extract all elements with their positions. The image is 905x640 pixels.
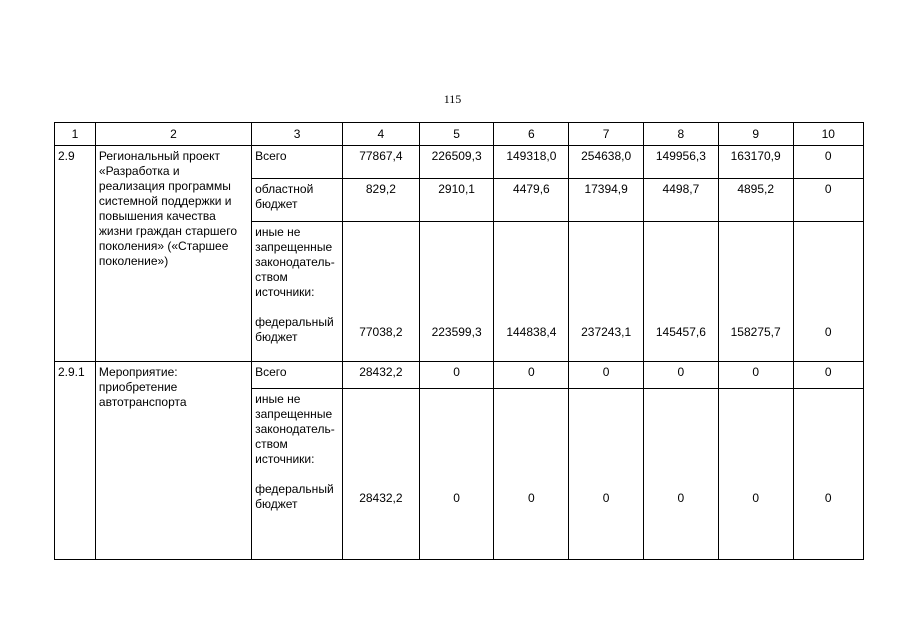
value-cell: 77038,2 — [343, 222, 420, 362]
value-cell: 149956,3 — [644, 146, 719, 179]
value-cell: 254638,0 — [569, 146, 644, 179]
value-cell: 0 — [569, 389, 644, 560]
value-cell: 0 — [569, 362, 644, 389]
value-cell: 0 — [644, 389, 719, 560]
value-cell: 2910,1 — [419, 179, 494, 222]
column-header: 4 — [343, 123, 420, 146]
row-code: 2.9.1 — [55, 362, 96, 560]
column-header: 5 — [419, 123, 494, 146]
value-cell: 149318,0 — [494, 146, 569, 179]
funding-source — [252, 222, 343, 362]
column-header: 3 — [252, 123, 343, 146]
value-cell: 17394,9 — [569, 179, 644, 222]
value-cell: 145457,6 — [644, 222, 719, 362]
value-cell: 144838,4 — [494, 222, 569, 362]
value-cell: 0 — [419, 389, 494, 560]
funding-source: Всего — [252, 362, 343, 389]
column-header: 8 — [644, 123, 719, 146]
value-cell: 226509,3 — [419, 146, 494, 179]
funding-source — [252, 389, 343, 560]
value-cell: 0 — [793, 179, 863, 222]
value-cell: 0 — [494, 389, 569, 560]
value-cell: 158275,7 — [718, 222, 793, 362]
value-cell: 163170,9 — [718, 146, 793, 179]
column-header: 7 — [569, 123, 644, 146]
value-cell: 237243,1 — [569, 222, 644, 362]
row-code: 2.9 — [55, 146, 96, 362]
row-name: Региональный проект «Разработка и реализация программы системной поддержки и повышения качества жизни граждан старшего поколения» («Старшее поколение») — [95, 146, 251, 362]
value-cell: 0 — [718, 362, 793, 389]
value-cell: 4498,7 — [644, 179, 719, 222]
funding-source-note: иные не запрещенные законодатель-ством источники: — [255, 225, 335, 299]
value-cell: 0 — [793, 389, 863, 560]
table-header-row — [55, 123, 864, 146]
funding-source-label: федеральный бюджет — [255, 482, 334, 511]
value-cell: 0 — [793, 362, 863, 389]
row-name: Мероприятие: приобретение автотранспорта — [95, 362, 251, 560]
funding-source-label: федеральный бюджет — [255, 315, 334, 344]
table-row — [55, 146, 864, 179]
column-header: 1 — [55, 123, 96, 146]
value-cell: 0 — [494, 362, 569, 389]
value-cell: 0 — [718, 389, 793, 560]
value-cell: 0 — [793, 222, 863, 362]
value-cell: 28432,2 — [343, 362, 420, 389]
value-cell: 0 — [644, 362, 719, 389]
value-cell: 4895,2 — [718, 179, 793, 222]
value-cell: 223599,3 — [419, 222, 494, 362]
column-header: 9 — [718, 123, 793, 146]
column-header: 2 — [95, 123, 251, 146]
value-cell: 0 — [793, 146, 863, 179]
funding-source-note: иные не запрещенные законодатель-ством источники: — [255, 392, 335, 466]
value-cell: 77867,4 — [343, 146, 420, 179]
budget-table — [54, 122, 864, 560]
value-cell: 28432,2 — [343, 389, 420, 560]
value-cell: 0 — [419, 362, 494, 389]
column-header: 6 — [494, 123, 569, 146]
value-cell: 829,2 — [343, 179, 420, 222]
funding-source: Всего — [252, 146, 343, 179]
page-number: 115 — [443, 92, 462, 106]
table-row — [55, 362, 864, 389]
funding-source: областной бюджет — [252, 179, 343, 222]
value-cell: 4479,6 — [494, 179, 569, 222]
column-header: 10 — [793, 123, 863, 146]
